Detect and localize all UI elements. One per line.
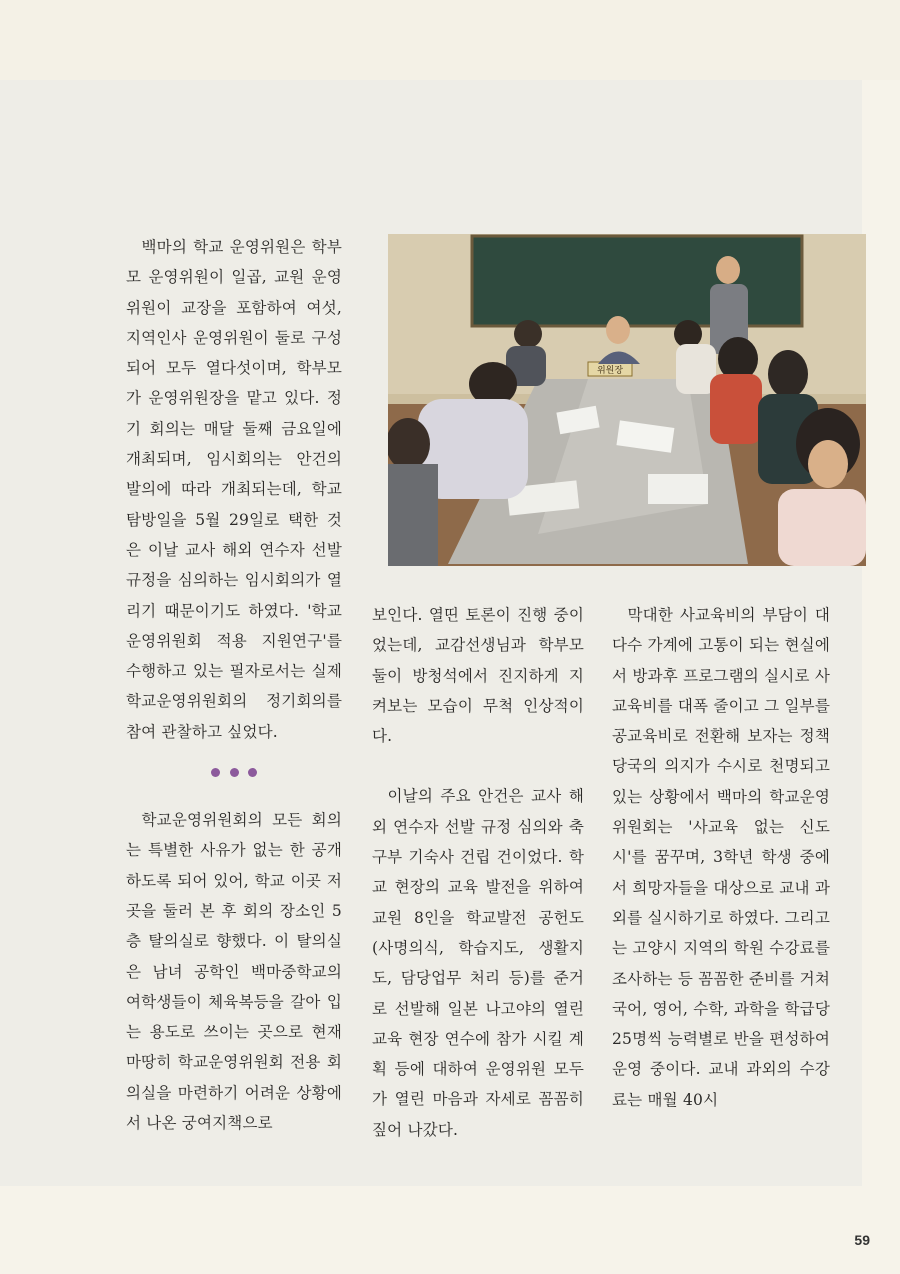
page-number: 59 bbox=[854, 1232, 870, 1248]
nameplate-text: 위원장 bbox=[596, 366, 624, 376]
divider-dot-icon bbox=[211, 768, 220, 777]
paragraph: 학교운영위원회의 모든 회의는 특별한 사유가 없는 한 공개하도록 되어 있어, 학교 이곳 저곳을 둘러 본 후 회의 장소인 5층 탈의실로 향했다. 이 탈의실은 남녀 공학인 백마중학교의 여학생들이 체육복등을 갈아 입는 용도로 쓰이는 곳으로 현재 마땅히 학교운영위원회 전용 회의실을 마련하기 어려운 상황에서 나온 궁여지책으로 bbox=[126, 811, 342, 1133]
article-column-3 bbox=[612, 600, 830, 1115]
page-bottom-band bbox=[0, 1186, 900, 1274]
chalkboard bbox=[472, 236, 802, 326]
paragraph: 보인다. 열띤 토론이 진행 중이었는데, 교감선생님과 학부모 둘이 방청석에서 진지하게 지켜보는 모습이 무척 인상적이다. bbox=[372, 606, 584, 746]
article-column-1 bbox=[126, 232, 342, 1138]
divider-dot-icon bbox=[248, 768, 257, 777]
article-column-2 bbox=[372, 600, 584, 1145]
paragraph: 이날의 주요 안건은 교사 해외 연수자 선발 규정 심의와 축구부 기숙사 건립 건이었다. 학교 현장의 교육 발전을 위하여 교원 8인을 학교발전 공헌도(사명의식, 학습지도, 생활지도, 담당업무 처리 등)를 준거로 선발해 일본 나고야의 열린교육 현장 연수에 참가 시킬 계획 등에 대하여 운영위원 모두가 열린 마음과 자세로 꼼꼼히 짚어 나갔다. bbox=[372, 787, 584, 1139]
paragraph: 막대한 사교육비의 부담이 대다수 가계에 고통이 되는 현실에서 방과후 프로그램의 실시로 사교육비를 대폭 줄이고 그 일부를 공교육비로 전환해 보자는 정책 당국의 의지가 수시로 천명되고 있는 상황에서 백마의 학교운영위원회는 '사교육 없는 신도시'를 꿈꾸며, 3학년 학생 중에서 희망자들을 대상으로 교내 과외를 실시하기로 하였다. 그리고는 고양시 지역의 학원 수강료를 조사하는 등 꼼꼼한 준비를 거쳐 국어, 영어, 수학, 과학을 학급당 25명씩 능력별로 반을 편성하여 운영 중이다. 교내 과외의 수강료는 매월 40시 bbox=[612, 606, 830, 1109]
paragraph: 백마의 학교 운영위원은 학부모 운영위원이 일곱, 교원 운영위원이 교장을 포함하여 여섯, 지역인사 운영위원이 둘로 구성되어 모두 열다섯이며, 학부모가 운영위원장을 맡고 있다. 정기 회의는 매달 둘째 금요일에 개최되며, 임시회의는 안건의 발의에 따라 개최되는데, 학교 탐방일을 5월 29일로 택한 것은 이날 교사 해외 연수자 선발 규정을 심의하는 임시회의가 열리기 때문이기도 하였다. '학교운영위원회 적용 지원연구'를 수행하고 있는 필자로서는 실제 학교운영위원회의 정기회의를 참여 관찰하고 싶었다. bbox=[126, 238, 342, 741]
meeting-photo-illustration bbox=[388, 234, 866, 566]
meeting-photo bbox=[388, 234, 866, 566]
page-top-band bbox=[0, 0, 900, 80]
paragraph-spacer bbox=[372, 751, 584, 781]
divider-dot-icon bbox=[230, 768, 239, 777]
section-divider bbox=[126, 747, 342, 805]
